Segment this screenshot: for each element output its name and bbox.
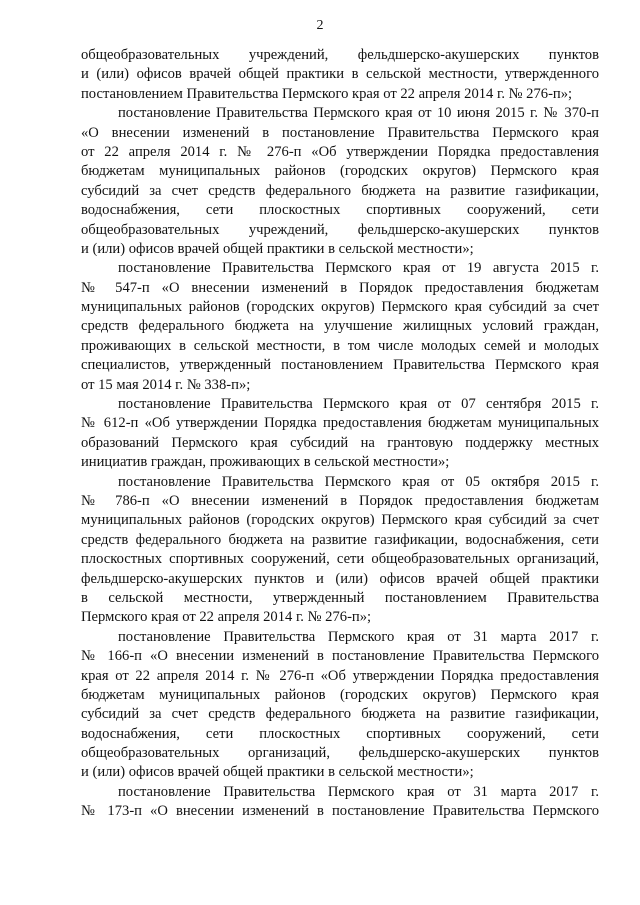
text-line: инициатив граждан, проживающих в сельской местности»; bbox=[81, 454, 450, 471]
text-line: от 22 апреля 2014 г. № 276-п «Об утверждении Порядка предоставления bbox=[81, 143, 599, 160]
text-line: постановление Правительства Пермского края от 10 июня 2015 г. № 370-п bbox=[118, 105, 599, 122]
text-line: образований Пермского края субсидий на грантовую поддержку местных bbox=[81, 434, 599, 451]
text-line: плоскостных спортивных сооружений, сети общеобразовательных организаций, bbox=[81, 551, 599, 568]
text-line: субсидий за счет средств федерального бюджета на развитие газификации, bbox=[81, 182, 599, 199]
text-line: от 15 мая 2014 г. № 338-п»; bbox=[81, 376, 251, 393]
text-line: муниципальных районов (городских округов) Пермского края субсидий за счет bbox=[81, 299, 599, 316]
text-line: постановление Правительства Пермского края от 31 марта 2017 г. bbox=[118, 783, 599, 800]
text-line: субсидий за счет средств федерального бюджета на развитие газификации, bbox=[81, 706, 599, 723]
text-line: проживающих в сельской местности, в том числе молодых семей и молодых bbox=[81, 337, 599, 354]
text-line: постановление Правительства Пермского края от 19 августа 2015 г. bbox=[118, 260, 599, 277]
text-line: Пермского края от 22 апреля 2014 г. № 276-п»; bbox=[81, 609, 372, 626]
text-line: средств федерального бюджета на развитие газификации, водоснабжения, сети bbox=[81, 531, 599, 548]
text-line: средств федерального бюджета на улучшение жилищных условий граждан, bbox=[81, 318, 599, 335]
text-line: и (или) офисов врачей общей практики в сельской местности, утвержденного bbox=[81, 66, 599, 83]
page-number: 2 bbox=[316, 18, 324, 33]
text-line: в сельской местности, утвержденный постановлением Правительства bbox=[81, 589, 599, 606]
text-line: водоснабжения, сети плоскостных спортивных сооружений, сети bbox=[81, 202, 599, 219]
text-line: общеобразовательных учреждений, фельдшерско-акушерских пунктов bbox=[81, 47, 599, 63]
text-line: № 547-п «О внесении изменений в Порядок предоставления бюджетам bbox=[81, 279, 599, 296]
text-line: № 612-п «Об утверждении Порядка предоставления бюджетам муниципальных bbox=[81, 415, 599, 432]
text-line: № 173-п «О внесении изменений в постановление Правительства Пермского bbox=[81, 803, 599, 820]
text-line: «О внесении изменений в постановление Правительства Пермского края bbox=[81, 124, 599, 141]
text-line: и (или) офисов врачей общей практики в сельской местности»; bbox=[81, 240, 474, 257]
text-line: края от 22 апреля 2014 г. № 276-п «Об утверждении Порядка предоставления bbox=[81, 667, 599, 684]
text-line: бюджетам муниципальных районов (городских округов) Пермского края bbox=[81, 163, 599, 180]
text-line: и (или) офисов врачей общей практики в сельской местности»; bbox=[81, 764, 474, 781]
text-line: специалистов, утвержденный постановлением Правительства Пермского края bbox=[81, 357, 599, 374]
text-line: общеобразовательных организаций, фельдшерско-акушерских пунктов bbox=[81, 745, 599, 762]
text-line: постановление Правительства Пермского края от 07 сентября 2015 г. bbox=[118, 396, 599, 413]
text-line: № 166-п «О внесении изменений в постановление Правительства Пермского bbox=[81, 648, 599, 665]
document-body bbox=[81, 46, 599, 822]
text-line: водоснабжения, сети плоскостных спортивных сооружений, сети bbox=[81, 725, 599, 742]
text-line: общеобразовательных учреждений, фельдшерско-акушерских пунктов bbox=[81, 221, 599, 238]
text-line: № 786-п «О внесении изменений в Порядок предоставления бюджетам bbox=[81, 492, 599, 509]
text-line: постановление Правительства Пермского края от 05 октября 2015 г. bbox=[118, 473, 599, 490]
text-line: муниципальных районов (городских округов) Пермского края субсидий за счет bbox=[81, 512, 599, 529]
text-line: бюджетам муниципальных районов (городских округов) Пермского края bbox=[81, 686, 599, 703]
text-line: фельдшерско-акушерских пунктов и (или) офисов врачей общей практики bbox=[81, 570, 599, 587]
text-line: постановление Правительства Пермского края от 31 марта 2017 г. bbox=[118, 628, 599, 645]
text-line: постановлением Правительства Пермского края от 22 апреля 2014 г. № 276-п»; bbox=[81, 85, 573, 102]
